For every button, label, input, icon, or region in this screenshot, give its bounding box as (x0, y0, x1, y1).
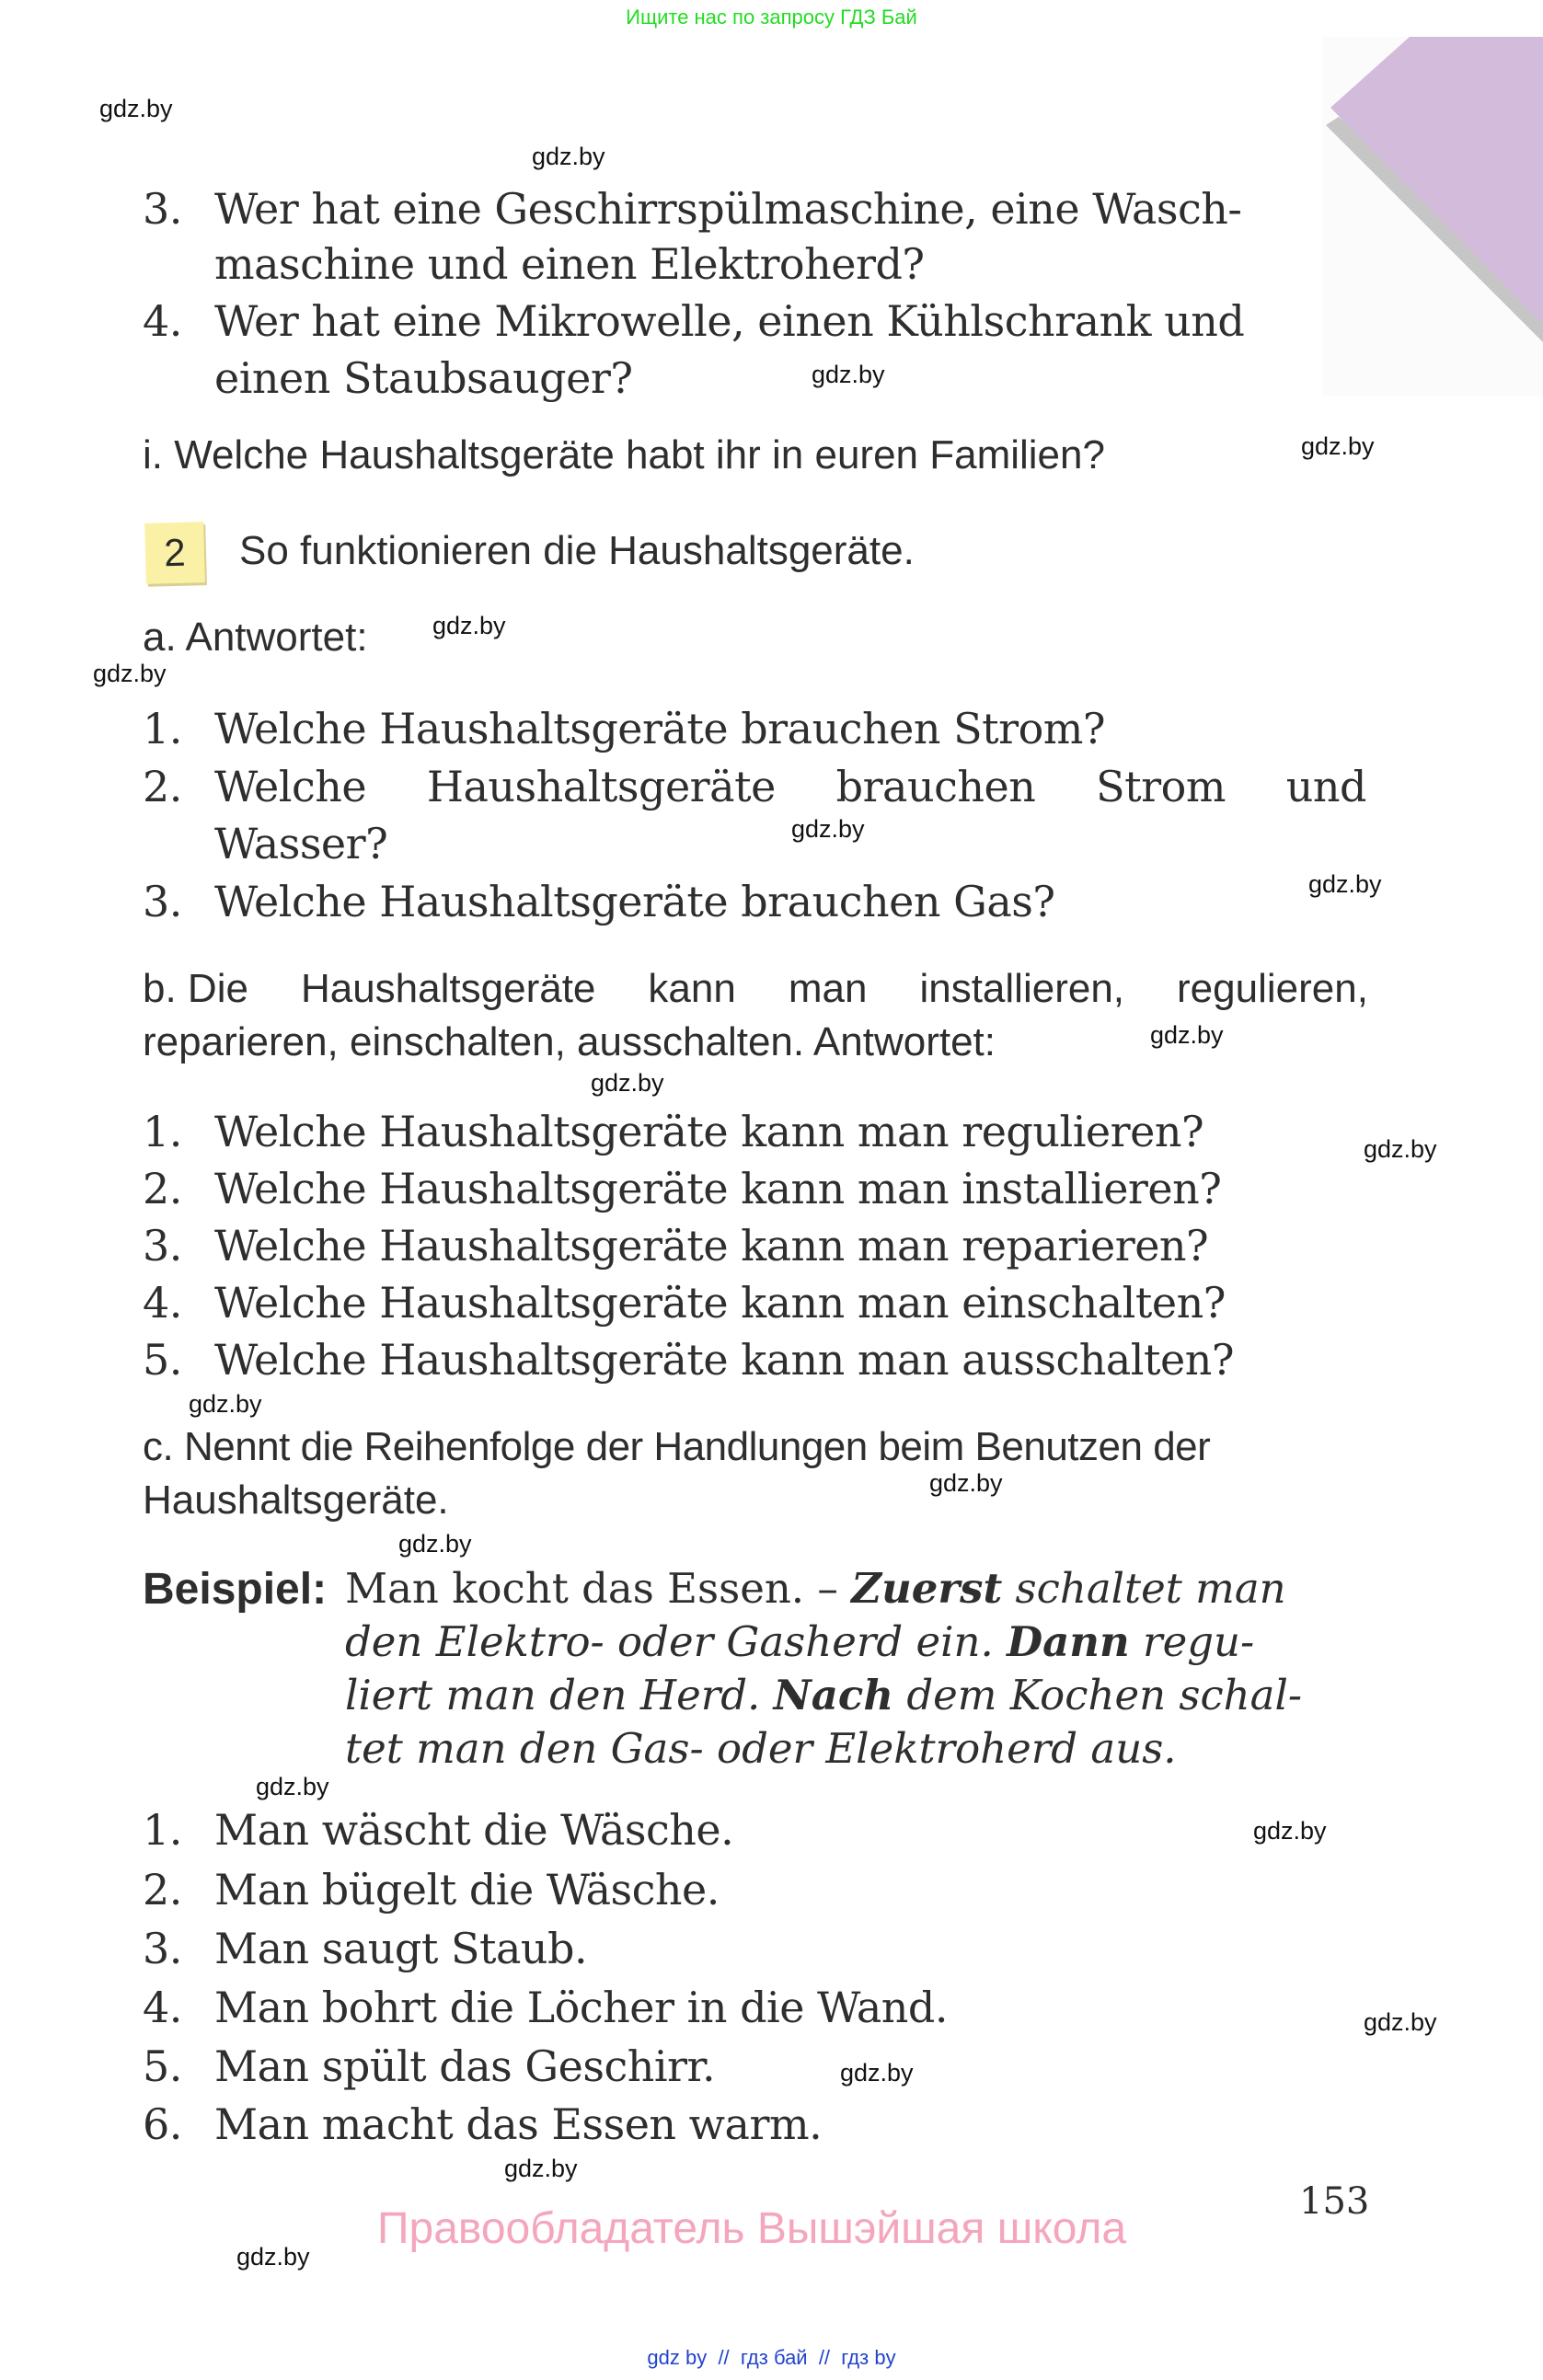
watermark: gdz.by (93, 660, 167, 687)
exercise-number-badge: 2 (144, 522, 205, 584)
example-line: liert man den Herd. Nach dem Kochen schal- (345, 1671, 1303, 1719)
watermark: gdz.by (504, 2155, 578, 2182)
watermark: gdz.by (1364, 1135, 1437, 1163)
watermark: gdz.by (1308, 870, 1382, 898)
page-number: 153 (1299, 2180, 1370, 2223)
exercise-title: So funktionieren die Haushaltsgeräte. (239, 528, 915, 573)
part-b-heading: b. Die Haushaltsgeräte kann man installieren, regulieren, (143, 966, 1368, 1011)
watermark: gdz.by (1150, 1021, 1224, 1049)
watermark: gdz.by (189, 1390, 262, 1418)
part-c-heading: c. Nennt die Reihenfolge der Handlungen beim Benutzen der (143, 1424, 1211, 1469)
watermark: gdz.by (236, 2243, 310, 2271)
footer-links[interactable]: gdz by // гдз бай // гдз by (647, 2346, 896, 2369)
search-banner: Ищите нас по запросу ГДЗ Бай (626, 6, 917, 29)
part-c-heading-line2: Haushaltsgeräte. (143, 1477, 449, 1523)
watermark: gdz.by (99, 95, 173, 122)
watermark: gdz.by (398, 1530, 472, 1558)
watermark: gdz.by (256, 1773, 329, 1800)
copyright-notice: Правообладатель Вышэйшая школа (377, 2204, 1127, 2253)
task-i-heading: i. Welche Haushaltsgeräte habt ihr in euren Familien? (143, 432, 1105, 477)
watermark: gdz.by (1301, 432, 1375, 460)
part-a-heading: a. Antwortet: (143, 615, 368, 660)
watermark: gdz.by (791, 815, 865, 843)
watermark: gdz.by (840, 2059, 914, 2087)
example-label: Beispiel: (143, 1565, 328, 1614)
watermark: gdz.by (532, 143, 605, 170)
watermark: gdz.by (812, 361, 885, 388)
corner-tab-decoration (1267, 0, 1543, 405)
example-line: tet man den Gas- oder Elektroherd aus. (345, 1724, 1177, 1773)
watermark: gdz.by (432, 612, 506, 639)
part-b-heading-line2: reparieren, einschalten, ausschalten. Antwortet: (143, 1019, 996, 1064)
watermark: gdz.by (591, 1069, 664, 1097)
watermark: gdz.by (929, 1469, 1003, 1497)
watermark: gdz.by (1253, 1817, 1327, 1845)
example-line: den Elektro- oder Gasherd ein. Dann regu- (345, 1617, 1255, 1666)
watermark: gdz.by (1364, 2008, 1437, 2036)
example-line: Man kocht das Essen. – Zuerst schaltet man (345, 1564, 1286, 1613)
